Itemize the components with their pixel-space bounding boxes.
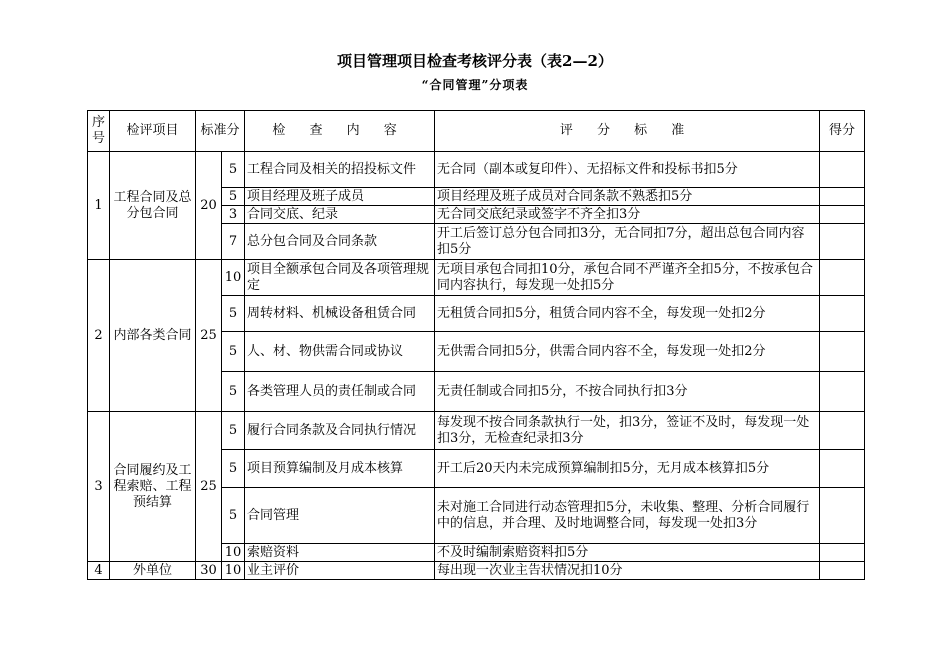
page-subtitle: “合同管理”分项表 <box>421 78 529 92</box>
row-points: 5 <box>222 450 245 488</box>
row-score[interactable] <box>820 412 865 450</box>
group-std: 25 <box>196 412 222 562</box>
row-points: 5 <box>222 188 245 206</box>
table-row <box>88 260 865 296</box>
row-content: 项目全额承包合同及各项管理规定 <box>245 260 435 296</box>
group-item: 合同履约及工程索赔、工程预结算 <box>110 412 196 562</box>
row-content: 履行合同条款及合同执行情况 <box>245 412 435 450</box>
row-points: 5 <box>222 152 245 188</box>
row-points: 7 <box>222 224 245 260</box>
row-content: 周转材料、机械设备租赁合同 <box>245 296 435 332</box>
group-item: 工程合同及总分包合同 <box>110 152 196 260</box>
header-item: 检评项目 <box>110 111 196 152</box>
row-points: 3 <box>222 206 245 224</box>
row-criteria: 每发现不按合同条款执行一处，扣3分，签证不及时，每发现一处扣3分，无检查纪录扣3分 <box>435 412 820 450</box>
row-points: 5 <box>222 296 245 332</box>
row-criteria: 开工后签订总分包合同扣3分，无合同扣7分，超出总包合同内容扣5分 <box>435 224 820 260</box>
group-std: 20 <box>196 152 222 260</box>
row-points: 5 <box>222 412 245 450</box>
table-row <box>88 562 865 580</box>
row-criteria: 无合同交底纪录或签字不齐全扣3分 <box>435 206 820 224</box>
row-content: 合同交底、纪录 <box>245 206 435 224</box>
row-content: 各类管理人员的责任制或合同 <box>245 372 435 412</box>
header-row <box>88 111 865 152</box>
row-score[interactable] <box>820 544 865 562</box>
row-points: 5 <box>222 332 245 372</box>
row-points: 10 <box>222 562 245 580</box>
row-points: 5 <box>222 372 245 412</box>
group-item: 外单位 <box>110 562 196 580</box>
row-content: 项目预算编制及月成本核算 <box>245 450 435 488</box>
group-no: 4 <box>88 562 110 580</box>
group-std: 25 <box>196 260 222 412</box>
header-criteria: 评 分 标 准 <box>435 111 820 152</box>
row-criteria: 每出现一次业主告状情况扣10分 <box>435 562 820 580</box>
row-criteria: 未对施工合同进行动态管理扣5分，未收集、整理、分析合同履行中的信息，并合理、及时地调整合同，每发现一处扣3分 <box>435 488 820 544</box>
table-row <box>88 152 865 188</box>
row-score[interactable] <box>820 450 865 488</box>
page-title: 项目管理项目检查考核评分表（表2—2） <box>337 52 613 70</box>
row-score[interactable] <box>820 488 865 544</box>
header-score: 得分 <box>820 111 865 152</box>
row-criteria: 无供需合同扣5分，供需合同内容不全，每发现一处扣2分 <box>435 332 820 372</box>
group-no: 2 <box>88 260 110 412</box>
row-content: 工程合同及相关的招投标文件 <box>245 152 435 188</box>
group-no: 3 <box>88 412 110 562</box>
row-content: 业主评价 <box>245 562 435 580</box>
score-table <box>87 110 865 580</box>
row-score[interactable] <box>820 372 865 412</box>
row-score[interactable] <box>820 206 865 224</box>
row-criteria: 项目经理及班子成员对合同条款不熟悉扣5分 <box>435 188 820 206</box>
row-points: 5 <box>222 488 245 544</box>
row-score[interactable] <box>820 152 865 188</box>
row-points: 10 <box>222 544 245 562</box>
row-points: 10 <box>222 260 245 296</box>
row-content: 合同管理 <box>245 488 435 544</box>
group-item: 内部各类合同 <box>110 260 196 412</box>
row-content: 人、材、物供需合同或协议 <box>245 332 435 372</box>
group-no: 1 <box>88 152 110 260</box>
row-score[interactable] <box>820 562 865 580</box>
row-criteria: 无项目承包合同扣10分，承包合同不严谨齐全扣5分，不按承包合同内容执行，每发现一处扣5分 <box>435 260 820 296</box>
row-score[interactable] <box>820 188 865 206</box>
row-score[interactable] <box>820 332 865 372</box>
row-score[interactable] <box>820 224 865 260</box>
table-row <box>88 412 865 450</box>
row-criteria: 无责任制或合同扣5分，不按合同执行扣3分 <box>435 372 820 412</box>
row-criteria: 无租赁合同扣5分，租赁合同内容不全，每发现一处扣2分 <box>435 296 820 332</box>
row-criteria: 不及时编制索赔资料扣5分 <box>435 544 820 562</box>
header-std: 标准分 <box>196 111 245 152</box>
row-content: 总分包合同及合同条款 <box>245 224 435 260</box>
row-score[interactable] <box>820 296 865 332</box>
row-criteria: 无合同（副本或复印件）、无招标文件和投标书扣5分 <box>435 152 820 188</box>
header-content: 检 查 内 容 <box>245 111 435 152</box>
row-criteria: 开工后20天内未完成预算编制扣5分，无月成本核算扣5分 <box>435 450 820 488</box>
row-content: 项目经理及班子成员 <box>245 188 435 206</box>
header-no: 序号 <box>88 111 110 152</box>
group-std: 30 <box>196 562 222 580</box>
row-content: 索赔资料 <box>245 544 435 562</box>
row-score[interactable] <box>820 260 865 296</box>
